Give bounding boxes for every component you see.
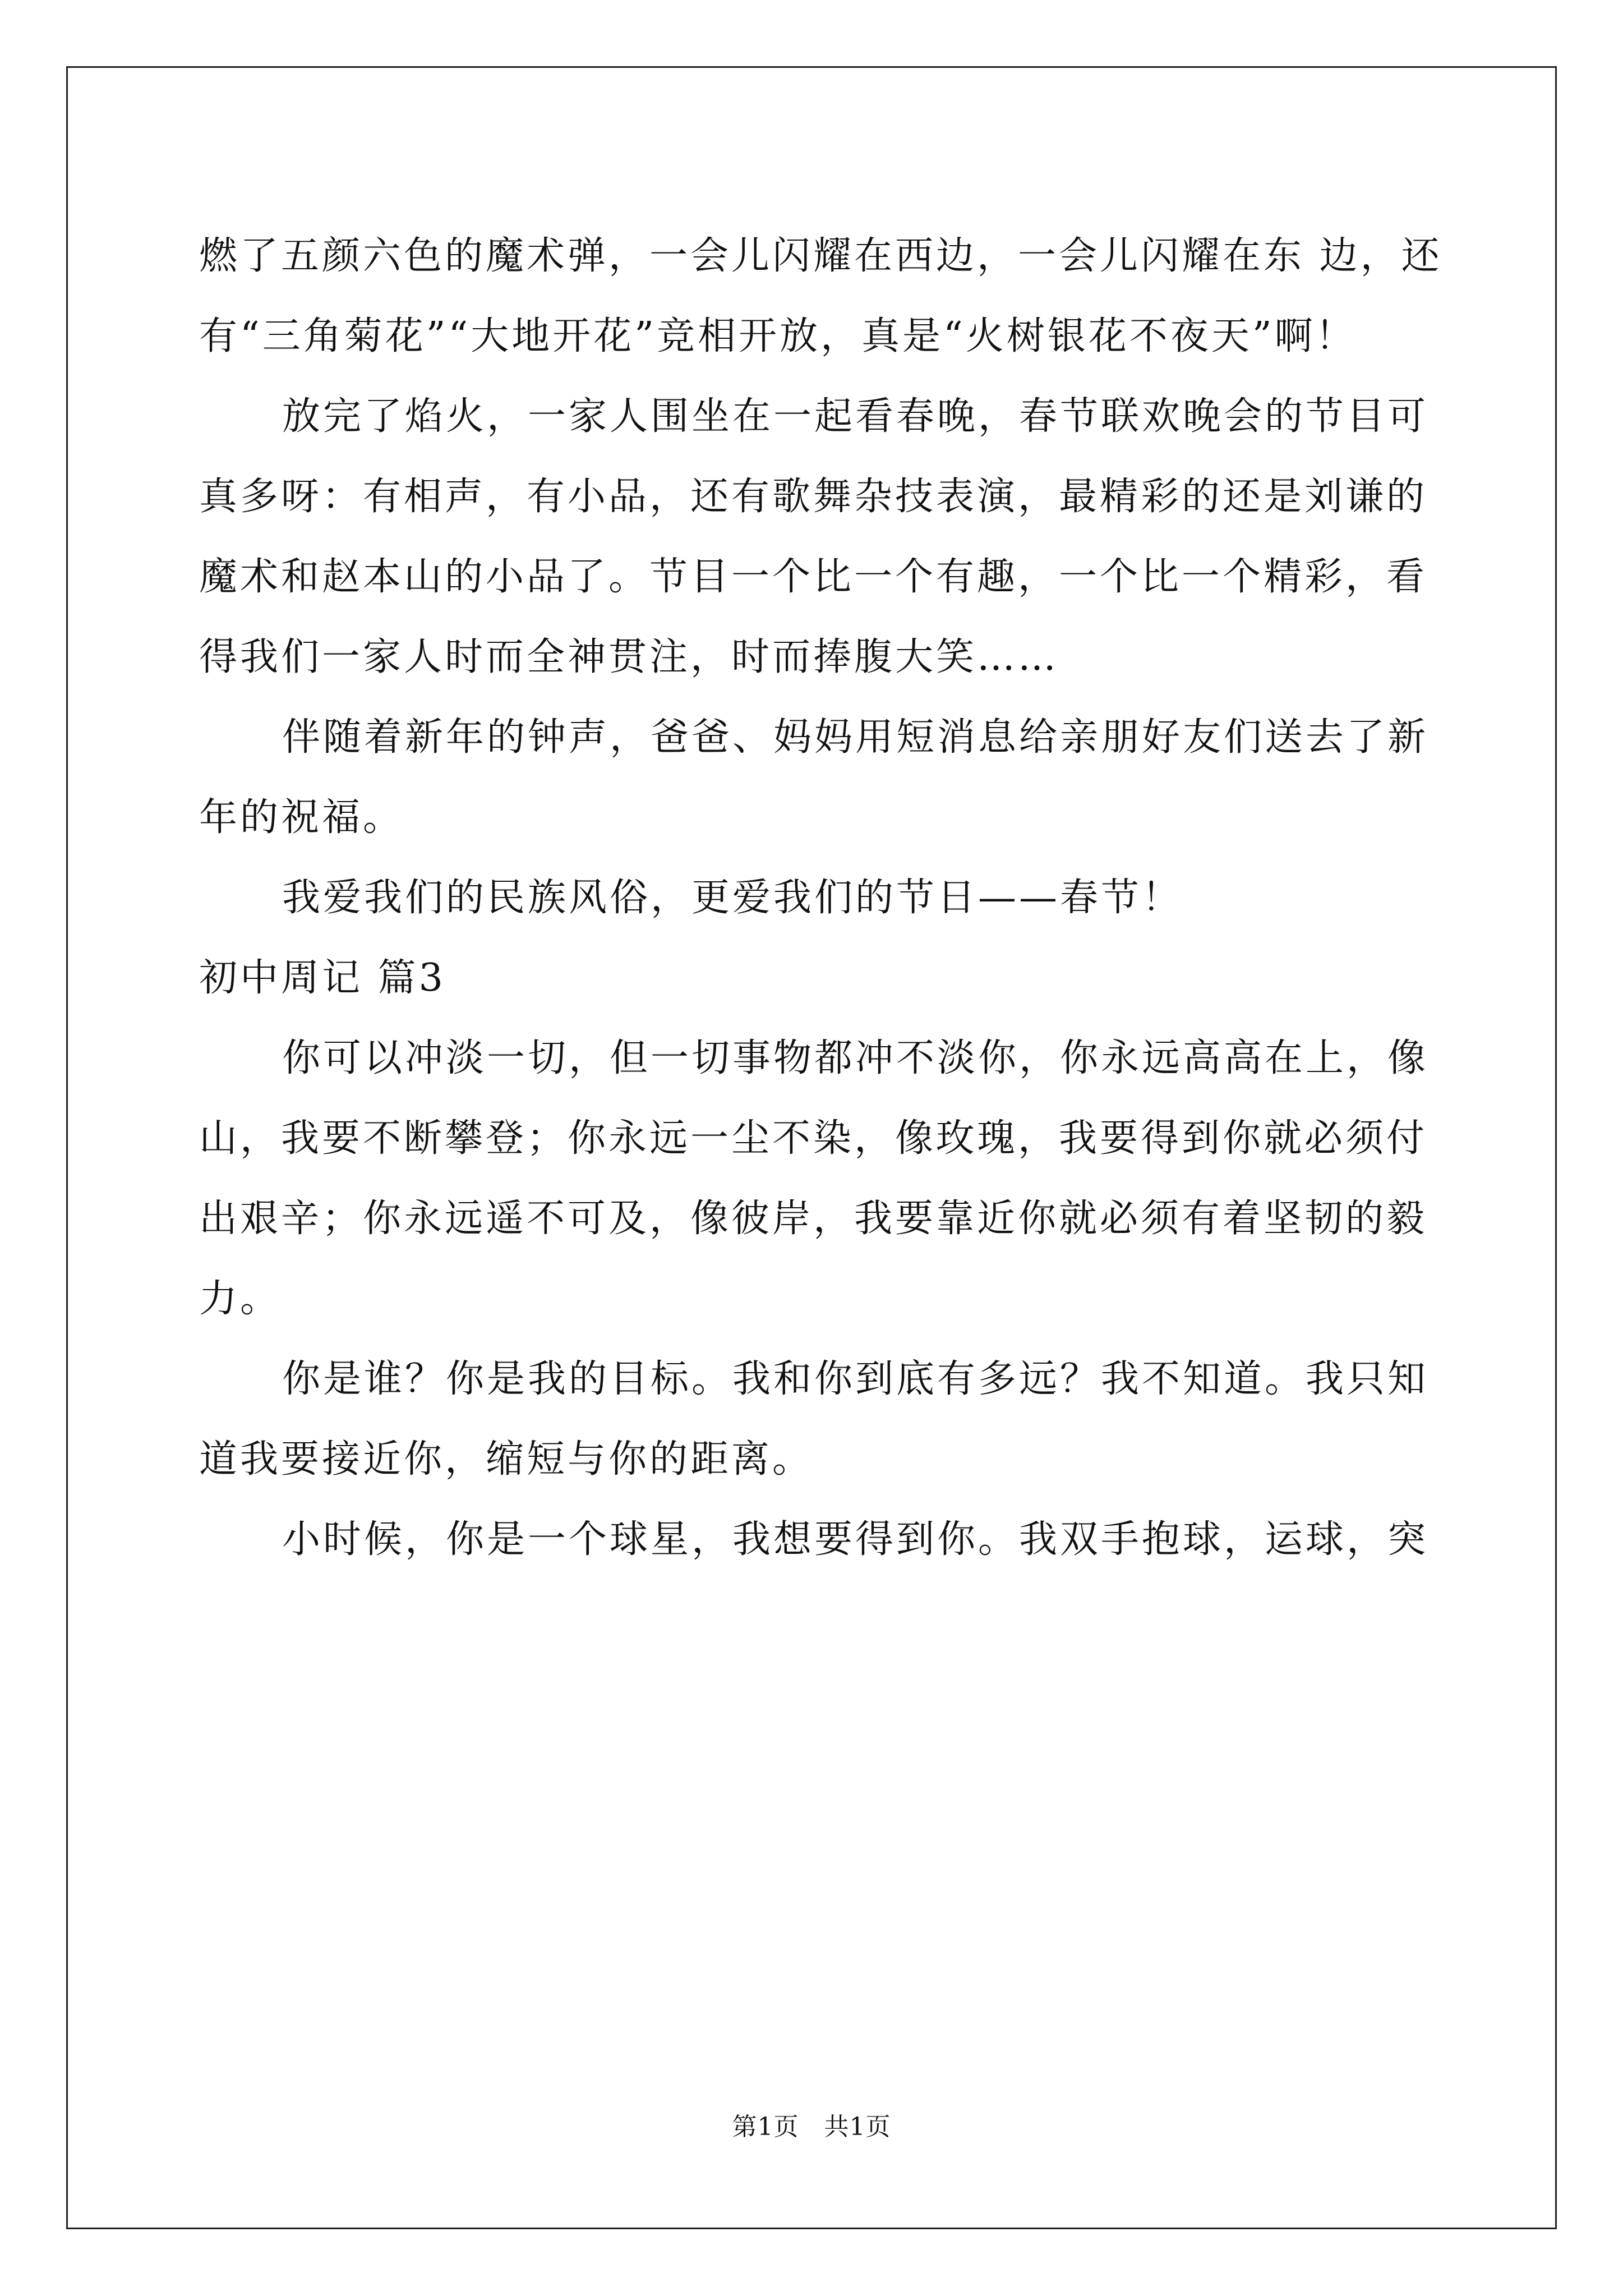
text-line: 燃了五颜六色的魔术弹，一会儿闪耀在西边，一会儿闪耀在东 边，还: [199, 234, 1442, 278]
text-line: 魔术和赵本山的小品了。节目一个比一个有趣，一个比一个精彩，看: [199, 555, 1428, 599]
paragraph-start: 你是谁？你是我的目标。我和你到底有多远？我不知道。我只知: [282, 1357, 1429, 1401]
paragraph-start: 放完了焰火，一家人围坐在一起看春晚，春节联欢晚会的节目可: [282, 394, 1429, 439]
text-line: 力。: [199, 1277, 282, 1321]
text-line: 道我要接近你，缩短与你的距离。: [199, 1437, 814, 1481]
text-line: 得我们一家人时而全神贯注，时而捧腹大笑……: [199, 635, 1059, 679]
text-line: 山，我要不断攀登；你永远一尘不染，像玫瑰，我要得到你就必须付: [199, 1116, 1428, 1161]
paragraph-start: 我爱我们的民族风俗，更爱我们的节日——春节！: [282, 876, 1183, 920]
paragraph-start: 伴随着新年的钟声，爸爸、妈妈用短消息给亲朋好友们送去了新: [282, 715, 1429, 760]
text-line: 出艰辛；你永远遥不可及，像彼岸，我要靠近你就必须有着坚韧的毅: [199, 1197, 1428, 1241]
page-number-footer: 第1页 共1页: [732, 2113, 891, 2141]
text-line: 有“三角菊花”“大地开花”竞相开放，真是“火树银花不夜天”啊！: [199, 314, 1357, 358]
paragraph-start: 小时候，你是一个球星，我想要得到你。我双手抱球，运球，突: [282, 1517, 1429, 1562]
text-line: 真多呀：有相声，有小品，还有歌舞杂技表演，最精彩的还是刘谦的: [199, 475, 1428, 519]
document-body: [199, 216, 1442, 1580]
text-line: 年的祝福。: [199, 795, 404, 840]
section-heading: 初中周记 篇3: [199, 956, 446, 1000]
paragraph-start: 你可以冲淡一切，但一切事物都冲不淡你，你永远高高在上，像: [282, 1036, 1429, 1080]
